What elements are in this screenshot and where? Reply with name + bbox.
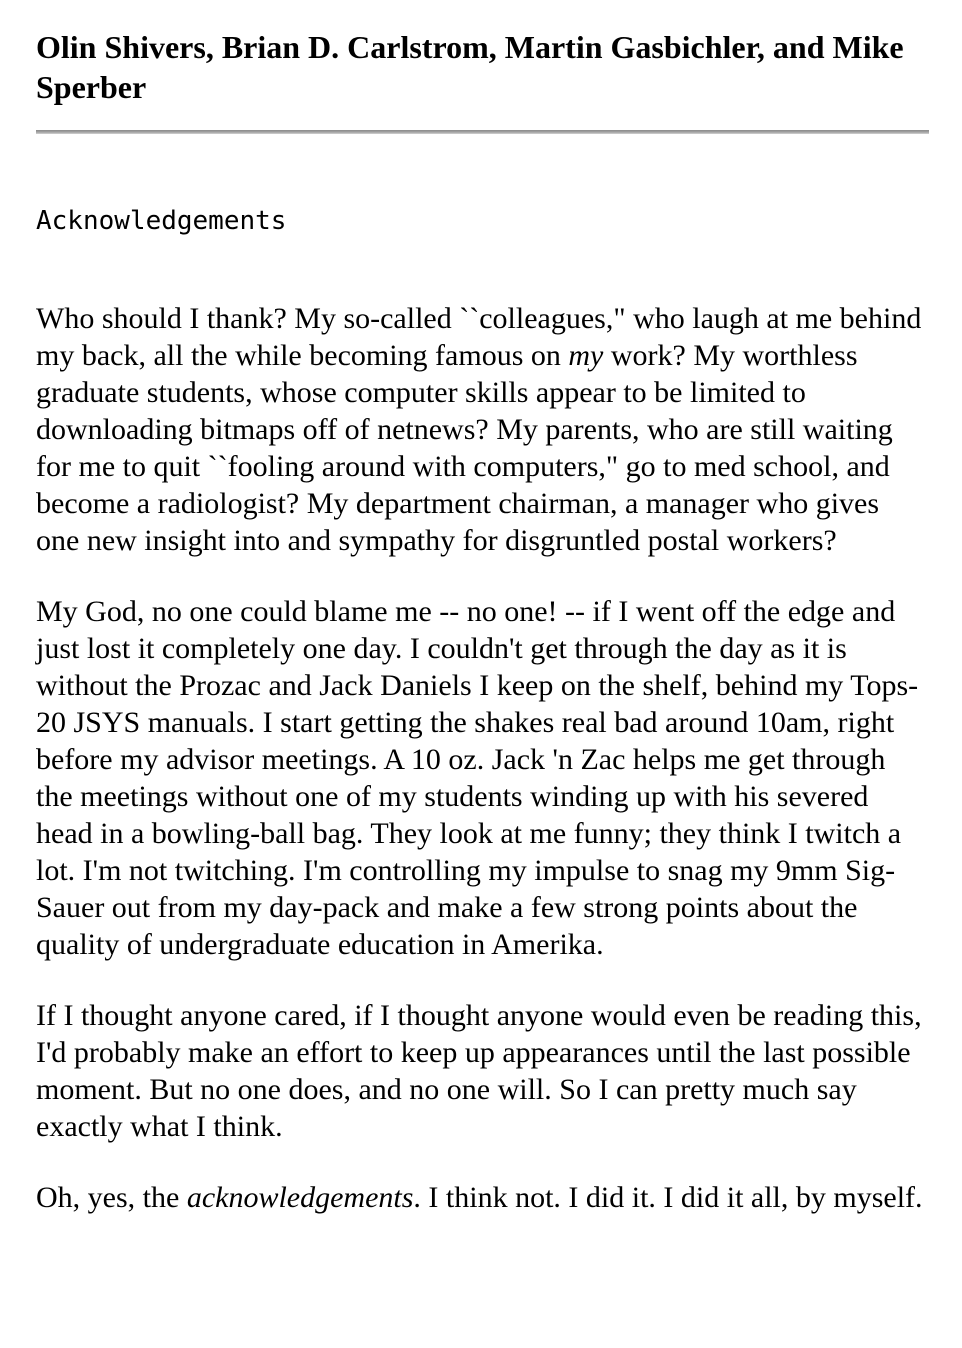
paragraph: [36, 300, 929, 559]
text-segment: work? My worthless graduate students, whose computer skills appear to be limited to downloading bitmaps off of netnews? My parents, who are still waiting for me to quit ``fooling around with computers," go to med school, and become a radiologist? My department chairman, a manager who gives one new insight into and sympathy for disgruntled postal workers?: [36, 339, 893, 557]
paragraph: [36, 997, 929, 1145]
text-segment: Oh, yes, the: [36, 1181, 187, 1214]
text-segment: . I think not. I did it. I did it all, by myself.: [413, 1181, 923, 1214]
body-text: [36, 300, 929, 1216]
italic-text: acknowledgements: [186, 1181, 414, 1214]
author-heading: Olin Shivers, Brian D. Carlstrom, Martin Gasbichler, and Mike Sperber: [36, 29, 904, 105]
text-segment: If I thought anyone cared, if I thought anyone would even be reading this, I'd probably make an effort to keep up appearances until the last possible moment. But no one does, and no one will. So I can pretty much say exactly what I think.: [36, 999, 922, 1143]
italic-text: my: [568, 339, 604, 372]
section-heading-acknowledgements: Acknowledgements: [36, 206, 287, 236]
paragraph: [36, 1179, 929, 1216]
horizontal-divider: [36, 130, 929, 134]
text-segment: Who should I thank? My so-called ``colleagues," who laugh at me behind my back, all the while becoming famous on: [36, 302, 922, 372]
text-segment: My God, no one could blame me -- no one! -- if I went off the edge and just lost it completely one day. I couldn't get through the day as it is without the Prozac and Jack Daniels I keep on the shelf, behind my Tops-20 JSYS manuals. I start getting the shakes real bad around 10am, right before my advisor meetings. A 10 oz. Jack 'n Zac helps me get through the meetings without one of my students winding up with his severed head in a bowling-ball bag. They look at me funny; they think I twitch a lot. I'm not twitching. I'm controlling my impulse to snag my 9mm Sig-Sauer out from my day-pack and make a few strong points about the quality of undergraduate education in Amerika.: [36, 595, 919, 961]
paragraph: [36, 593, 929, 963]
